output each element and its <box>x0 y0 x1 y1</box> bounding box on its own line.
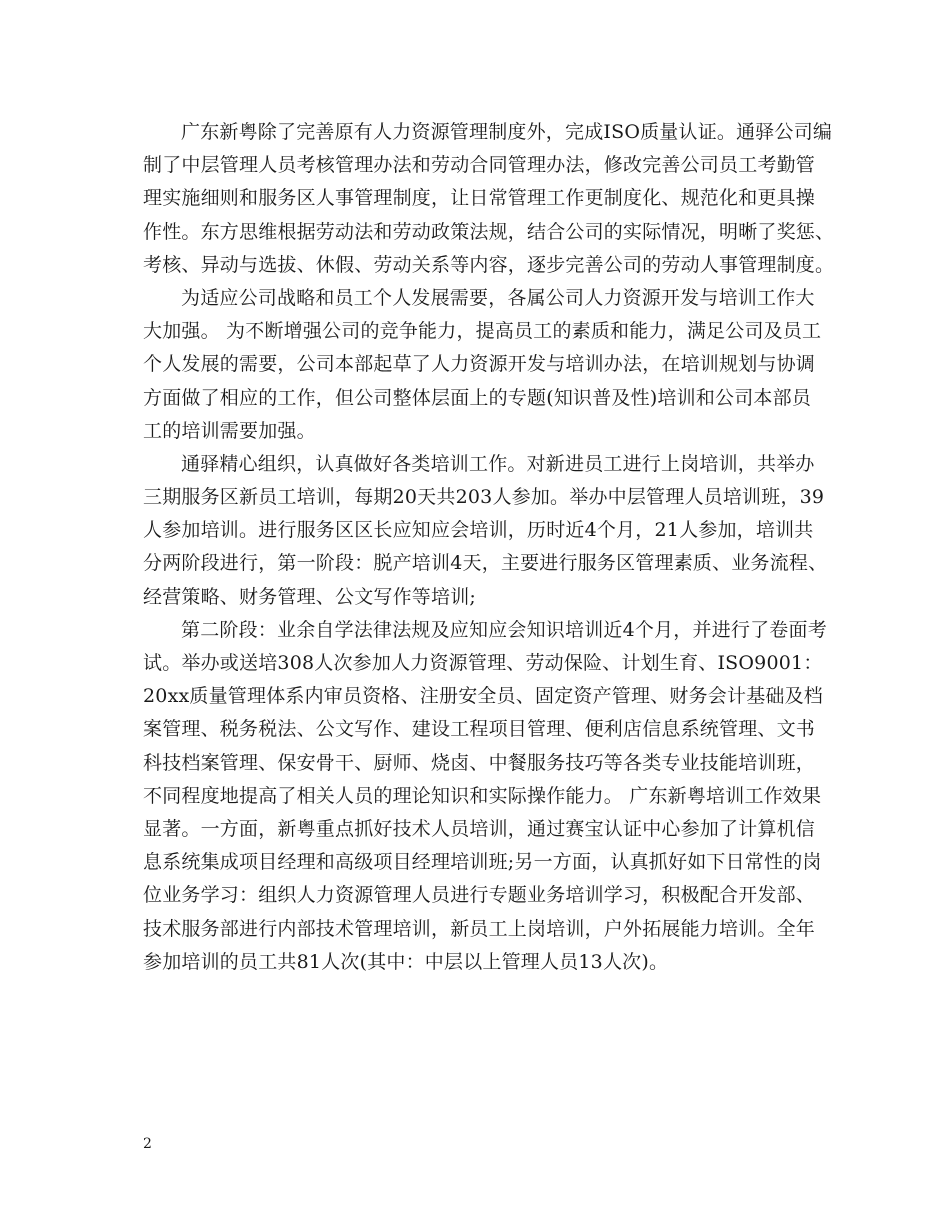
text-line: 20xx质量管理体系内审员资格、注册安全员、固定资产管理、财务会计基础及档 <box>143 685 824 708</box>
text-line: 科技档案管理、保安骨干、厨师、烧卤、中餐服务技巧等各类专业技能培训班， <box>143 751 816 774</box>
text-line: 息系统集成项目经理和高级项目经理培训班;另一方面，认真抓好如下日常性的岗 <box>143 851 822 874</box>
text-line: 方面做了相应的工作，但公司整体层面上的专题(知识普及性)培训和公司本部员 <box>143 386 812 409</box>
document-body <box>143 116 835 979</box>
text-line: 为适应公司战略和员工个人发展需要，各属公司人力资源开发与培训工作大 <box>181 286 815 309</box>
text-line: 参加培训的员工共81人次(其中：中层以上管理人员13人次)。 <box>143 950 669 973</box>
page-number: 2 <box>143 1136 152 1152</box>
text-line: 通驿精心组织，认真做好各类培训工作。对新进员工进行上岗培训，共举办 <box>181 452 815 475</box>
text-line: 分两阶段进行，第一阶段：脱产培训4天，主要进行服务区管理素质、业务流程、 <box>143 552 828 575</box>
text-line: 工的培训需要加强。 <box>143 419 316 442</box>
text-line: 制了中层管理人员考核管理办法和劳动合同管理办法，修改完善公司员工考勤管 <box>143 154 816 177</box>
text-line: 考核、异动与选拔、休假、劳动关系等内容，逐步完善公司的劳动人事管理制度。 <box>143 253 835 276</box>
text-line: 个人发展的需要，公司本部起草了人力资源开发与培训办法，在培训规划与协调 <box>143 353 816 376</box>
text-line: 试。举办或送培308人次参加人力资源管理、劳动保险、计划生育、ISO9001： <box>143 652 823 674</box>
text-line: 位业务学习：组织人力资源管理人员进行专题业务培训学习，积极配合开发部、 <box>143 884 816 907</box>
text-line: 第二阶段：业余自学法律法规及应知应会知识培训近4个月，并进行了卷面考 <box>181 618 827 641</box>
text-line: 案管理、税务税法、公文写作、建设工程项目管理、便利店信息系统管理、文书 <box>143 718 816 741</box>
text-line: 三期服务区新员工培训，每期20天共203人参加。举办中层管理人员培训班，39 <box>143 486 825 509</box>
text-line: 广东新粤除了完善原有人力资源管理制度外，完成ISO质量认证。通驿公司编 <box>181 121 833 143</box>
text-line: 不同程度地提高了相关人员的理论知识和实际操作能力。 广东新粤培训工作效果 <box>143 784 822 807</box>
text-line: 作性。东方思维根据劳动法和劳动政策法规，结合公司的实际情况，明晰了奖惩、 <box>143 220 835 243</box>
text-line: 技术服务部进行内部技术管理培训，新员工上岗培训，户外拓展能力培训。全年 <box>143 917 816 940</box>
text-line: 大加强。 为不断增强公司的竞争能力，提高员工的素质和能力，满足公司及员工 <box>143 320 822 343</box>
text-line: 人参加培训。进行服务区区长应知应会培训，历时近4个月，21人参加，培训共 <box>143 519 814 542</box>
text-line: 经营策略、财务管理、公文写作等培训; <box>143 585 477 608</box>
text-line: 理实施细则和服务区人事管理制度，让日常管理工作更制度化、规范化和更具操 <box>143 187 816 210</box>
text-line: 显著。一方面，新粤重点抓好技术人员培训，通过赛宝认证中心参加了计算机信 <box>143 817 816 840</box>
